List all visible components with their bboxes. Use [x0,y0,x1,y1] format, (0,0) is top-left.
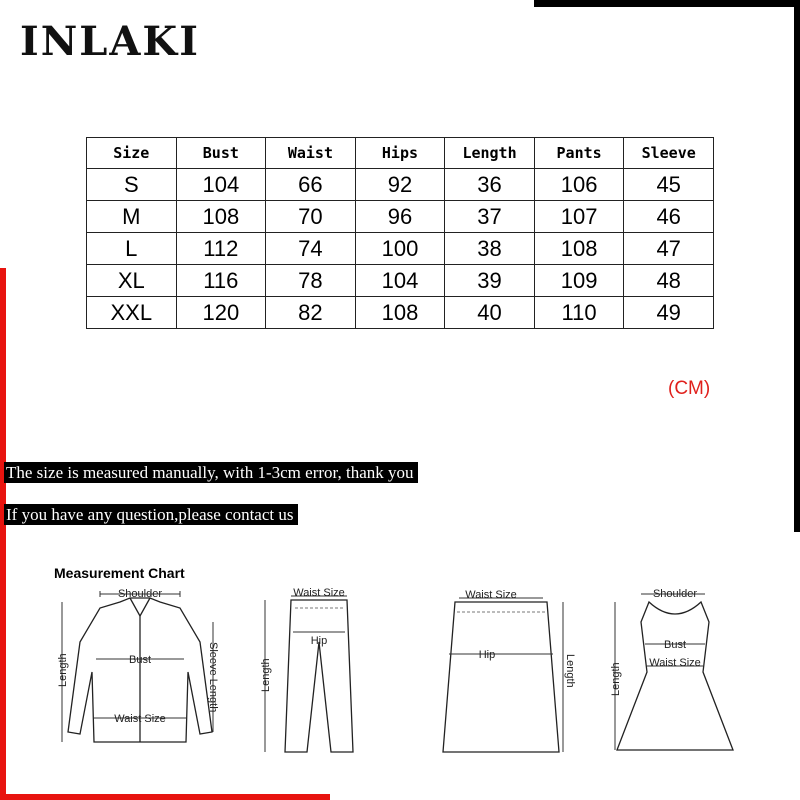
table-cell: 45 [624,169,714,201]
table-cell: 37 [445,201,535,233]
table-cell: XXL [87,297,177,329]
table-cell: 120 [176,297,266,329]
skirt-diagram [425,582,585,762]
header-pants: Pants [534,138,624,169]
shirt-length-label: Length [57,653,69,687]
table-cell: 49 [624,297,714,329]
table-row [87,169,714,201]
brand-logo: INLAKI [20,18,200,65]
table-cell: S [87,169,177,201]
table-row [87,233,714,265]
table-row [87,265,714,297]
dress-waist-label: Waist Size [649,657,701,669]
table-cell: 104 [355,265,445,297]
header-length: Length [445,138,535,169]
shirt-diagram [50,582,230,762]
dress-diagram [605,582,745,762]
skirt-hip-label: Hip [478,649,496,661]
pants-length-label: Length [260,658,272,692]
bottom-red-bar [0,794,330,800]
table-cell: 96 [355,201,445,233]
table-cell: 36 [445,169,535,201]
shirt-bust-label: Bust [128,654,152,666]
table-row [87,201,714,233]
table-cell: 116 [176,265,266,297]
header-size: Size [87,138,177,169]
dress-bust-label: Bust [663,639,687,651]
table-cell: 104 [176,169,266,201]
pants-waist-label: Waist Size [293,587,345,599]
contact-notice: If you have any question,please contact us [4,504,298,525]
pants-diagram [255,582,365,762]
table-cell: 112 [176,233,266,265]
dress-shoulder-label: Shoulder [652,588,698,600]
shirt-shoulder-label: Shoulder [117,588,163,600]
table-cell: 38 [445,233,535,265]
pants-hip-label: Hip [310,635,328,647]
header-bust: Bust [176,138,266,169]
size-table-header [87,138,714,169]
header-waist: Waist [266,138,356,169]
skirt-length-label: Length [564,654,576,688]
table-cell: 108 [534,233,624,265]
dress-length-label: Length [610,662,622,696]
header-hips: Hips [355,138,445,169]
header-sleeve: Sleeve [624,138,714,169]
measurement-chart-title: Measurement Chart [54,565,185,581]
table-cell: 82 [266,297,356,329]
table-cell: 108 [176,201,266,233]
table-cell: 92 [355,169,445,201]
table-cell: 46 [624,201,714,233]
shirt-sleeve-label: Sleeve Length [207,642,219,713]
table-cell: 107 [534,201,624,233]
unit-label: (CM) [668,378,711,399]
error-notice: The size is measured manually, with 1-3cm error, thank you [4,462,418,483]
table-cell: 47 [624,233,714,265]
table-row [87,297,714,329]
table-cell: 39 [445,265,535,297]
table-cell: 108 [355,297,445,329]
skirt-waist-label: Waist Size [465,589,517,601]
table-cell: M [87,201,177,233]
table-cell: 100 [355,233,445,265]
table-cell: 66 [266,169,356,201]
table-cell: 40 [445,297,535,329]
table-cell: 78 [266,265,356,297]
table-cell: 48 [624,265,714,297]
table-cell: XL [87,265,177,297]
table-cell: L [87,233,177,265]
top-right-black-bar [534,0,800,7]
size-table [86,137,714,329]
table-cell: 70 [266,201,356,233]
table-cell: 106 [534,169,624,201]
left-red-bar [0,268,6,800]
table-cell: 109 [534,265,624,297]
right-black-bar [794,0,800,532]
table-cell: 74 [266,233,356,265]
table-cell: 110 [534,297,624,329]
shirt-waist-label: Waist Size [114,713,166,725]
